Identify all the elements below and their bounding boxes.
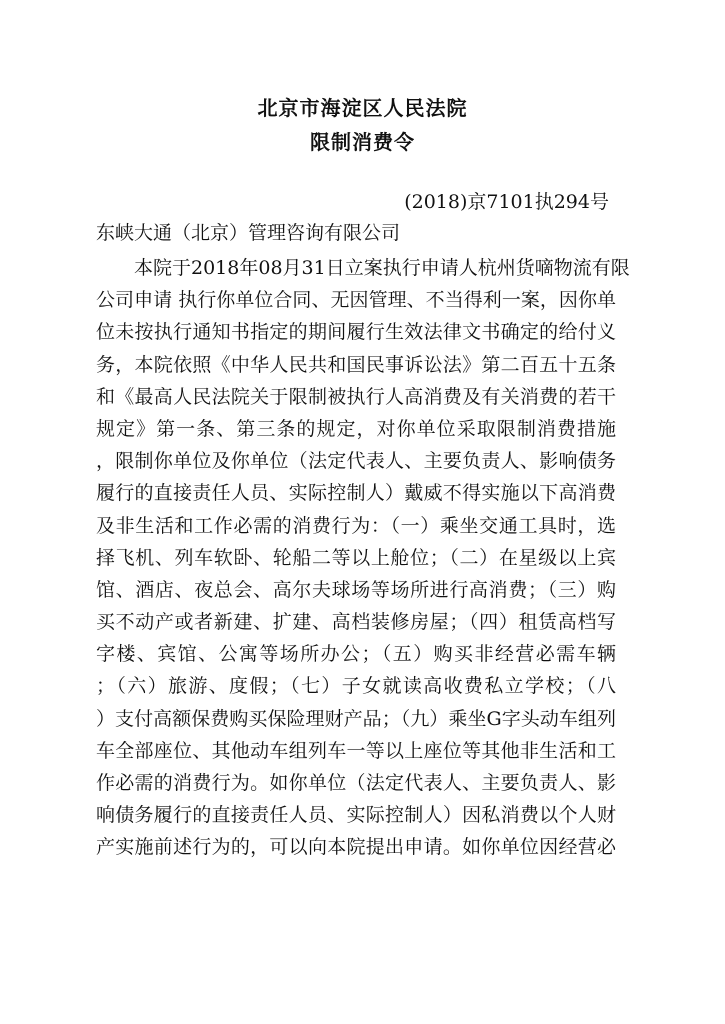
body-line: 响债务履行的直接责任人员、实际控制人）因私消费以个人财 xyxy=(96,804,616,827)
court-name: 北京市海淀区人民法院 xyxy=(257,96,468,120)
body-line: 字楼、宾馆、公寓等场所办公；（五）购买非经营必需车辆 xyxy=(96,643,616,666)
body-line: ；（六）旅游、度假；（七）子女就读高收费私立学校；（八 xyxy=(96,675,616,698)
body-line: 规定》第一条、第三条的规定，对你单位采取限制消费措施 xyxy=(96,417,616,440)
body-line: 履行的直接责任人员、实际控制人）戴威不得实施以下高消费 xyxy=(96,482,616,505)
case-number: (2018)京7101执294号 xyxy=(404,191,609,213)
body-line: 车全部座位、其他动车组列车一等以上座位等其他非生活和工 xyxy=(96,739,616,762)
body-line: 馆、酒店、夜总会、高尔夫球场等场所进行高消费；（三）购 xyxy=(96,578,616,601)
body-line: 及非生活和工作必需的消费行为：（一）乘坐交通工具时，选 xyxy=(96,514,616,537)
body-line: 和《最高人民法院关于限制被执行人高消费及有关消费的若干 xyxy=(96,385,616,408)
addressee: 东峡大通（北京）管理咨询有限公司 xyxy=(96,222,401,244)
body-line: ）支付高额保费购买保险理财产品；（九）乘坐G字头动车组列 xyxy=(96,707,616,730)
body-line: 位未按执行通知书指定的期间履行生效法律文书确定的给付义 xyxy=(96,321,616,344)
body-paragraph xyxy=(96,252,630,864)
body-line: ，限制你单位及你单位（法定代表人、主要负责人、影响债务 xyxy=(96,450,616,473)
body-line: 择飞机、列车软卧、轮船二等以上舱位；（二）在星级以上宾 xyxy=(96,546,616,569)
body-line: 产实施前述行为的，可以向本院提出申请。如你单位因经营必 xyxy=(96,836,616,859)
body-line: 本院于2018年08月31日立案执行申请人杭州货嘀物流有限 xyxy=(134,257,630,279)
body-line: 务，本院依照《中华人民共和国民事诉讼法》第二百五十五条 xyxy=(96,353,616,376)
body-line: 作必需的消费行为。如你单位（法定代表人、主要负责人、影 xyxy=(96,772,616,794)
document-title: 限制消费令 xyxy=(310,130,415,154)
body-line: 公司申请 执行你单位合同、无因管理、不当得利一案，因你单 xyxy=(96,289,616,312)
body-line: 买不动产或者新建、扩建、高档装修房屋；（四）租赁高档写 xyxy=(96,611,616,634)
